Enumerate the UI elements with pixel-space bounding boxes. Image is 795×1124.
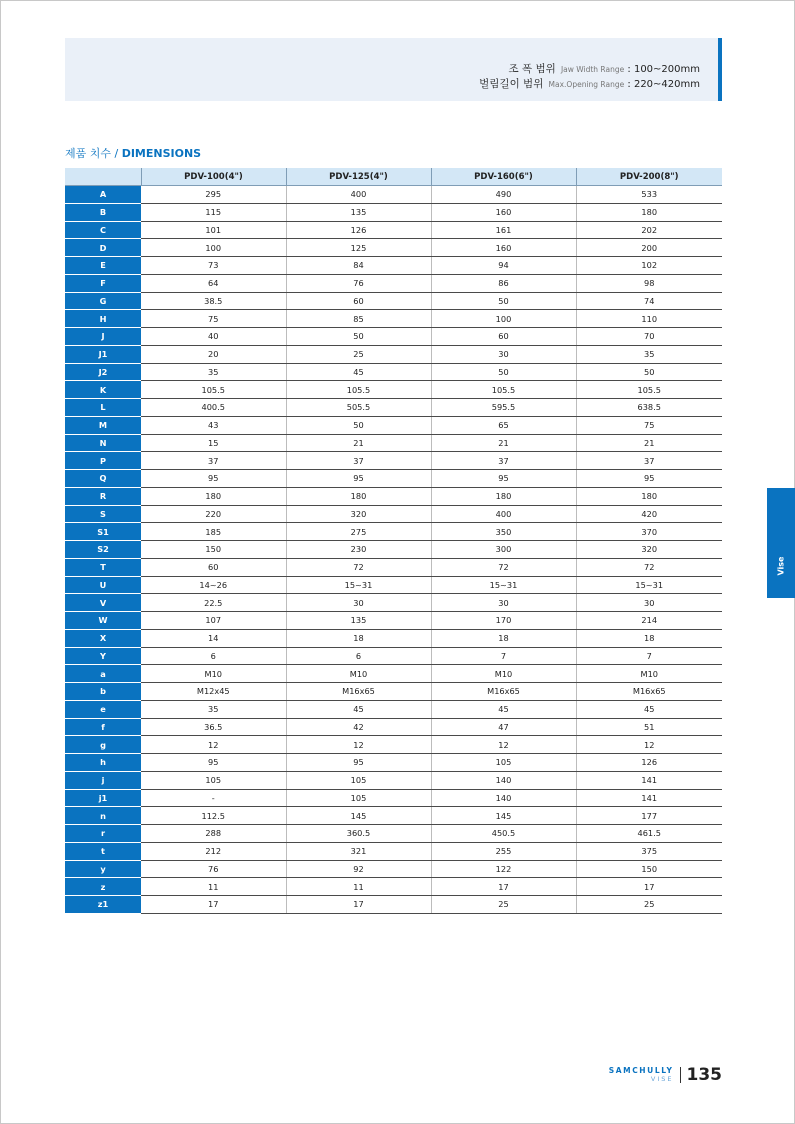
table-cell: 100 [431,310,576,328]
table-row [65,860,722,878]
table-cell: 295 [141,186,286,204]
table-cell: 177 [576,807,722,825]
table-cell: 15~31 [286,576,431,594]
table-row [65,328,722,346]
table-cell: 145 [286,807,431,825]
table-cell: 595.5 [431,399,576,417]
table-cell: 35 [141,363,286,381]
table-cell: 30 [431,594,576,612]
table-cell: 505.5 [286,399,431,417]
table-row [65,647,722,665]
table-cell: 140 [431,789,576,807]
row-label: H [65,310,141,328]
table-cell: 18 [576,629,722,647]
table-cell: 37 [431,452,576,470]
table-cell: 47 [431,718,576,736]
table-cell: 214 [576,612,722,630]
row-label: D [65,239,141,257]
table-row [65,523,722,541]
table-cell: 40 [141,328,286,346]
table-cell: 43 [141,416,286,434]
table-cell: 100 [141,239,286,257]
row-label: S [65,505,141,523]
max-opening-value: : 220~420mm [627,79,700,90]
table-row [65,186,722,204]
table-cell: 370 [576,523,722,541]
table-cell: 60 [286,292,431,310]
row-label: h [65,754,141,772]
table-cell: 135 [286,203,431,221]
table-cell: 15 [141,434,286,452]
row-label: z1 [65,896,141,914]
table-cell: 145 [431,807,576,825]
table-cell: 37 [141,452,286,470]
table-row [65,736,722,754]
table-cell: 95 [141,470,286,488]
table-cell: 101 [141,221,286,239]
table-cell: 125 [286,239,431,257]
table-cell: 30 [576,594,722,612]
table-row [65,594,722,612]
table-cell: 212 [141,842,286,860]
row-label: B [65,203,141,221]
column-header: PDV-200(8") [576,168,722,186]
table-cell: 45 [286,700,431,718]
table-cell: 75 [576,416,722,434]
table-cell: 180 [141,487,286,505]
table-cell: 98 [576,274,722,292]
table-cell: 92 [286,860,431,878]
table-row [65,345,722,363]
table-cell: 38.5 [141,292,286,310]
table-cell: 141 [576,789,722,807]
table-row [65,487,722,505]
row-label: t [65,842,141,860]
table-cell: 400.5 [141,399,286,417]
table-cell: 321 [286,842,431,860]
row-label: a [65,665,141,683]
table-row [65,807,722,825]
table-row [65,683,722,701]
table-cell: 70 [576,328,722,346]
table-cell: 105.5 [576,381,722,399]
section-title [65,145,201,161]
table-cell: 76 [286,274,431,292]
table-cell: 450.5 [431,825,576,843]
row-label: g [65,736,141,754]
table-cell: 76 [141,860,286,878]
table-cell: 400 [431,505,576,523]
row-label: E [65,257,141,275]
row-label: S2 [65,541,141,559]
table-cell: 202 [576,221,722,239]
table-cell: 185 [141,523,286,541]
table-cell: 25 [431,896,576,914]
table-cell: 25 [286,345,431,363]
table-cell: 12 [286,736,431,754]
table-cell: 102 [576,257,722,275]
table-cell: 50 [286,416,431,434]
row-label: A [65,186,141,204]
table-cell: 72 [431,558,576,576]
table-cell: 170 [431,612,576,630]
row-label: z [65,878,141,896]
table-cell: 30 [431,345,576,363]
table-cell: 135 [286,612,431,630]
table-cell: 7 [431,647,576,665]
row-label: b [65,683,141,701]
table-cell: 50 [286,328,431,346]
table-row [65,825,722,843]
table-cell: 160 [431,203,576,221]
table-cell: 126 [286,221,431,239]
jaw-width-range [479,62,700,77]
row-label: R [65,487,141,505]
table-cell: 150 [576,860,722,878]
table-cell: 180 [286,487,431,505]
table-cell: M16x65 [431,683,576,701]
table-cell: 320 [576,541,722,559]
table-row [65,718,722,736]
row-label: G [65,292,141,310]
brand-name: SAMCHULLY [608,1066,674,1075]
table-cell: 17 [141,896,286,914]
table-cell: 12 [576,736,722,754]
row-label: F [65,274,141,292]
table-cell: 105 [431,754,576,772]
table-cell: 105 [286,789,431,807]
row-label: C [65,221,141,239]
table-cell: 533 [576,186,722,204]
table-row [65,434,722,452]
row-label: j1 [65,789,141,807]
table-cell: 42 [286,718,431,736]
table-cell: M16x65 [286,683,431,701]
row-label: r [65,825,141,843]
table-cell: 75 [141,310,286,328]
table-cell: 161 [431,221,576,239]
row-label: f [65,718,141,736]
table-cell: 94 [431,257,576,275]
table-row [65,310,722,328]
header-corner [65,168,141,186]
footer-divider [680,1067,681,1083]
table-cell: 95 [431,470,576,488]
table-cell: 160 [431,239,576,257]
table-row [65,363,722,381]
table-cell: 105 [286,771,431,789]
table-cell: 86 [431,274,576,292]
table-cell: 74 [576,292,722,310]
table-row [65,399,722,417]
table-row [65,381,722,399]
table-cell: 115 [141,203,286,221]
table-row [65,505,722,523]
brand-sub: VISE [650,1075,674,1083]
table-cell: 200 [576,239,722,257]
table-cell: 21 [576,434,722,452]
table-cell: 150 [141,541,286,559]
row-label: S1 [65,523,141,541]
table-body [65,186,722,914]
table-cell: 60 [141,558,286,576]
table-cell: M10 [141,665,286,683]
table-cell: 18 [286,629,431,647]
table-row [65,292,722,310]
table-row [65,558,722,576]
table-cell: 15~31 [576,576,722,594]
section-title-en: DIMENSIONS [121,147,202,160]
table-cell: 95 [286,754,431,772]
row-label: J2 [65,363,141,381]
table-cell: 45 [431,700,576,718]
table-cell: 21 [286,434,431,452]
table-cell: 25 [576,896,722,914]
row-label: P [65,452,141,470]
row-label: J1 [65,345,141,363]
table-row [65,896,722,914]
table-cell: 85 [286,310,431,328]
table-cell: 11 [286,878,431,896]
table-cell: 36.5 [141,718,286,736]
row-label: U [65,576,141,594]
table-cell: 105.5 [141,381,286,399]
max-opening-range [479,77,700,92]
table-cell: 35 [576,345,722,363]
table-row [65,771,722,789]
row-label: X [65,629,141,647]
table-cell: 420 [576,505,722,523]
table-cell: 73 [141,257,286,275]
table-cell: 490 [431,186,576,204]
table-cell: 95 [286,470,431,488]
column-header: PDV-160(6") [431,168,576,186]
table-cell: 107 [141,612,286,630]
table-row [65,878,722,896]
table-cell: 21 [431,434,576,452]
table-cell: 11 [141,878,286,896]
table-cell: 360.5 [286,825,431,843]
table-cell: 15~31 [431,576,576,594]
table-cell: 37 [286,452,431,470]
table-cell: 45 [576,700,722,718]
table-cell: 140 [431,771,576,789]
table-cell: 35 [141,700,286,718]
table-row [65,629,722,647]
table-row [65,416,722,434]
row-label: n [65,807,141,825]
table-cell: 50 [431,292,576,310]
table-cell: 126 [576,754,722,772]
column-header: PDV-125(4") [286,168,431,186]
table-cell: 60 [431,328,576,346]
page-footer [609,1063,722,1087]
section-tab-vise [767,488,795,598]
table-cell: 18 [431,629,576,647]
table-cell: 230 [286,541,431,559]
table-cell: M10 [576,665,722,683]
table-row [65,452,722,470]
table-row [65,257,722,275]
table-cell: 12 [431,736,576,754]
table-cell: 105.5 [286,381,431,399]
max-opening-label-en: Max.Opening Range [548,80,625,89]
jaw-width-label-en: Jaw Width Range [560,65,625,74]
table-cell: 14 [141,629,286,647]
table-cell: 51 [576,718,722,736]
table-cell: 17 [286,896,431,914]
table-row [65,470,722,488]
table-cell: M10 [286,665,431,683]
table-cell: 95 [141,754,286,772]
row-label: Q [65,470,141,488]
jaw-width-label-kr: 조 폭 범위 [508,63,556,75]
table-cell: 638.5 [576,399,722,417]
table-cell: 400 [286,186,431,204]
table-cell: M16x65 [576,683,722,701]
table-cell: 6 [286,647,431,665]
row-label: e [65,700,141,718]
table-cell: M10 [431,665,576,683]
table-cell: 220 [141,505,286,523]
table-cell: 105.5 [431,381,576,399]
table-cell: 20 [141,345,286,363]
max-opening-label-kr: 벌림길이 범위 [479,78,544,90]
table-cell: 6 [141,647,286,665]
table-cell: 45 [286,363,431,381]
table-row [65,665,722,683]
table-row [65,203,722,221]
table-cell: 50 [576,363,722,381]
table-row [65,274,722,292]
table-cell: 7 [576,647,722,665]
jaw-width-value: : 100~200mm [627,64,700,75]
brand-logo [609,1067,674,1083]
section-title-kr: 제품 치수 / [65,147,122,160]
table-cell: 65 [431,416,576,434]
table-cell: 84 [286,257,431,275]
table-cell: 37 [576,452,722,470]
table-row [65,576,722,594]
table-cell: 122 [431,860,576,878]
row-label: T [65,558,141,576]
table-cell: 288 [141,825,286,843]
page-number: 135 [686,1065,722,1085]
table-cell: 112.5 [141,807,286,825]
table-cell: 180 [576,203,722,221]
row-label: Y [65,647,141,665]
table-row [65,221,722,239]
column-header: PDV-100(4") [141,168,286,186]
table-row [65,754,722,772]
row-label: W [65,612,141,630]
table-cell: 350 [431,523,576,541]
section-tab-label: Vise [776,556,786,576]
table-cell: 14~26 [141,576,286,594]
table-cell: 180 [431,487,576,505]
table-cell: - [141,789,286,807]
row-label: V [65,594,141,612]
row-label: y [65,860,141,878]
table-cell: 110 [576,310,722,328]
table-cell: 30 [286,594,431,612]
table-cell: 95 [576,470,722,488]
table-cell: 12 [141,736,286,754]
table-cell: 72 [576,558,722,576]
table-row [65,789,722,807]
row-label: j [65,771,141,789]
table-row [65,239,722,257]
table-cell: 105 [141,771,286,789]
table-cell: 141 [576,771,722,789]
table-row [65,700,722,718]
spec-header-band [65,38,722,101]
table-cell: 375 [576,842,722,860]
row-label: J [65,328,141,346]
table-cell: 17 [431,878,576,896]
table-cell: 255 [431,842,576,860]
table-row [65,541,722,559]
spec-lines [479,62,700,92]
table-cell: 64 [141,274,286,292]
row-label: L [65,399,141,417]
table-cell: 275 [286,523,431,541]
table-cell: 72 [286,558,431,576]
dimensions-table [65,168,722,914]
table-cell: 50 [431,363,576,381]
table-cell: 461.5 [576,825,722,843]
table-row [65,842,722,860]
table-cell: 300 [431,541,576,559]
table-cell: 320 [286,505,431,523]
table-cell: M12x45 [141,683,286,701]
table-cell: 17 [576,878,722,896]
table-row [65,612,722,630]
table-cell: 180 [576,487,722,505]
row-label: N [65,434,141,452]
row-label: K [65,381,141,399]
table-header-row [65,168,722,186]
row-label: M [65,416,141,434]
table-cell: 22.5 [141,594,286,612]
